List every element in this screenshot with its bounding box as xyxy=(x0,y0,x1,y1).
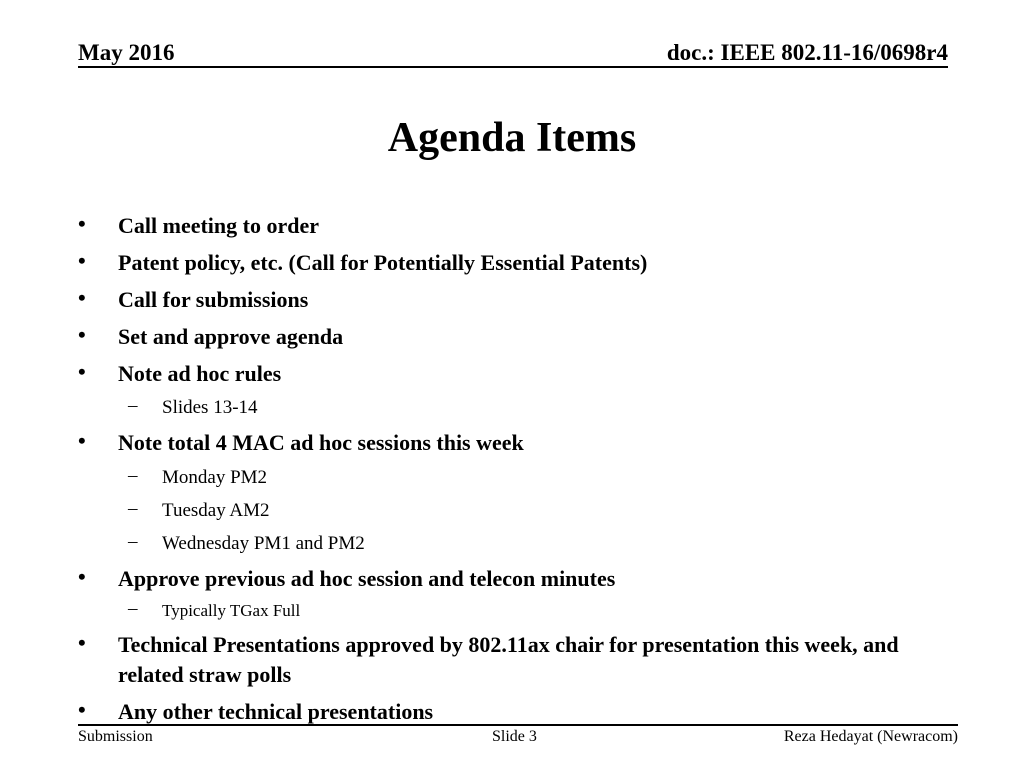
agenda-subitem-text: Slides 13-14 xyxy=(162,397,258,418)
dash-icon: – xyxy=(128,498,138,519)
bullet-icon: • xyxy=(78,630,86,655)
footer-slide-number: Slide 3 xyxy=(492,728,537,745)
header-rule xyxy=(78,66,948,68)
bullet-icon: • xyxy=(78,322,86,347)
agenda-item-text: Call for submissions xyxy=(118,287,309,312)
agenda-item-text: Note ad hoc rules xyxy=(118,361,282,386)
dash-icon: – xyxy=(128,395,138,416)
agenda-subitem-text: Tuesday AM2 xyxy=(162,500,270,521)
agenda-item-text: Patent policy, etc. (Call for Potentially Essential Patents) xyxy=(118,250,648,275)
agenda-subitem-text: Typically TGax Full xyxy=(162,601,301,620)
bullet-icon: • xyxy=(78,428,86,453)
bullet-icon: • xyxy=(78,285,86,310)
bullet-icon: • xyxy=(78,211,86,236)
bullet-icon: • xyxy=(78,248,86,273)
dash-icon: – xyxy=(128,598,138,619)
agenda-item-text: Approve previous ad hoc session and telecon minutes xyxy=(118,566,616,591)
agenda-subitem-text: Wednesday PM1 and PM2 xyxy=(162,533,365,554)
bullet-icon: • xyxy=(78,564,86,589)
bullet-icon: • xyxy=(78,359,86,384)
agenda-item-text: Call meeting to order xyxy=(118,213,319,238)
footer-author: Reza Hedayat (Newracom) xyxy=(783,728,958,745)
dash-icon: – xyxy=(128,531,138,552)
agenda-item-text: Any other technical presentations xyxy=(118,699,434,724)
dash-icon: – xyxy=(128,465,138,486)
slide-title: Agenda Items xyxy=(387,115,637,161)
bullet-icon: • xyxy=(78,697,86,722)
agenda-subitem-text: Monday PM2 xyxy=(162,467,268,488)
footer-submission: Submission xyxy=(78,728,153,745)
agenda-item-text: Set and approve agenda xyxy=(118,324,344,349)
header-doc-id: doc.: IEEE 802.11-16/0698r4 xyxy=(666,40,948,65)
agenda-item-text: Note total 4 MAC ad hoc sessions this week xyxy=(118,430,524,455)
header-date: May 2016 xyxy=(78,40,175,65)
agenda-item-text: Technical Presentations approved by 802.11ax chair for presentation this week, and related straw polls xyxy=(118,632,899,687)
